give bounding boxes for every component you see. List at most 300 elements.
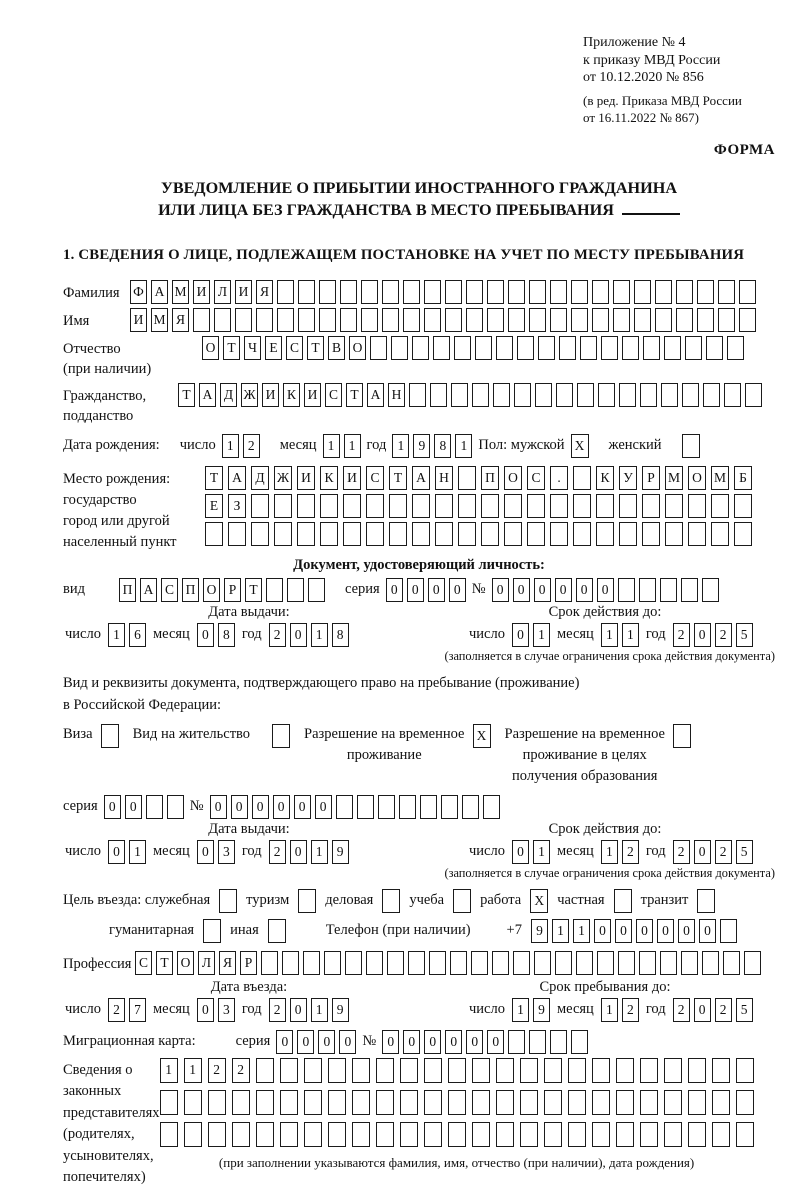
char-cell[interactable]	[361, 280, 378, 304]
char-cell[interactable]	[660, 951, 677, 975]
char-cell[interactable]: 0	[252, 795, 269, 819]
visa-checkbox[interactable]	[101, 724, 119, 748]
char-cell[interactable]	[712, 1122, 730, 1147]
char-cell[interactable]: 2	[715, 623, 732, 647]
char-cell[interactable]	[345, 951, 362, 975]
char-cell[interactable]	[387, 951, 404, 975]
char-cell[interactable]: 5	[736, 623, 753, 647]
private-checkbox[interactable]	[614, 889, 632, 913]
char-cell[interactable]	[251, 522, 269, 546]
char-cell[interactable]	[324, 951, 341, 975]
char-cell[interactable]	[403, 308, 420, 332]
char-cell[interactable]	[214, 308, 231, 332]
char-cell[interactable]: А	[151, 280, 168, 304]
char-cell[interactable]: 9	[332, 840, 349, 864]
char-cell[interactable]: 0	[339, 1030, 356, 1054]
char-cell[interactable]: И	[235, 280, 252, 304]
char-cell[interactable]: С	[286, 336, 303, 360]
char-cell[interactable]: Ж	[241, 383, 258, 407]
char-cell[interactable]	[389, 522, 407, 546]
char-cell[interactable]: 1	[344, 434, 361, 458]
char-cell[interactable]	[736, 1058, 754, 1083]
char-cell[interactable]	[472, 1058, 490, 1083]
char-cell[interactable]	[256, 1058, 274, 1083]
study-checkbox[interactable]	[453, 889, 471, 913]
char-cell[interactable]: А	[228, 466, 246, 490]
char-cell[interactable]	[205, 522, 223, 546]
char-cell[interactable]	[676, 308, 693, 332]
char-cell[interactable]	[328, 1122, 346, 1147]
char-cell[interactable]	[400, 1058, 418, 1083]
char-cell[interactable]: 9	[332, 998, 349, 1022]
char-cell[interactable]	[634, 308, 651, 332]
char-cell[interactable]	[592, 1090, 610, 1115]
char-cell[interactable]: П	[481, 466, 499, 490]
char-cell[interactable]: 0	[694, 623, 711, 647]
char-cell[interactable]	[550, 280, 567, 304]
char-cell[interactable]	[681, 951, 698, 975]
char-cell[interactable]	[445, 308, 462, 332]
char-cell[interactable]	[736, 1122, 754, 1147]
char-cell[interactable]	[274, 494, 292, 518]
char-cell[interactable]	[298, 280, 315, 304]
char-cell[interactable]: Л	[214, 280, 231, 304]
char-cell[interactable]: 2	[269, 998, 286, 1022]
char-cell[interactable]	[616, 1090, 634, 1115]
char-cell[interactable]	[424, 1122, 442, 1147]
char-cell[interactable]	[445, 280, 462, 304]
char-cell[interactable]	[718, 280, 735, 304]
char-cell[interactable]: 1	[108, 623, 125, 647]
char-cell[interactable]	[483, 795, 500, 819]
char-cell[interactable]	[424, 308, 441, 332]
char-cell[interactable]: И	[262, 383, 279, 407]
char-cell[interactable]	[429, 951, 446, 975]
char-cell[interactable]	[736, 1090, 754, 1115]
char-cell[interactable]	[702, 951, 719, 975]
char-cell[interactable]	[514, 383, 531, 407]
char-cell[interactable]: 0	[290, 998, 307, 1022]
char-cell[interactable]: С	[325, 383, 342, 407]
char-cell[interactable]: 2	[673, 840, 690, 864]
char-cell[interactable]: 0	[466, 1030, 483, 1054]
char-cell[interactable]	[697, 280, 714, 304]
char-cell[interactable]: 2	[622, 998, 639, 1022]
char-cell[interactable]	[703, 383, 720, 407]
char-cell[interactable]: 0	[424, 1030, 441, 1054]
char-cell[interactable]	[389, 494, 407, 518]
char-cell[interactable]: А	[367, 383, 384, 407]
official-checkbox[interactable]	[219, 889, 237, 913]
char-cell[interactable]	[466, 280, 483, 304]
char-cell[interactable]	[616, 1058, 634, 1083]
char-cell[interactable]	[640, 1058, 658, 1083]
char-cell[interactable]	[676, 280, 693, 304]
char-cell[interactable]	[475, 336, 492, 360]
char-cell[interactable]: 3	[218, 840, 235, 864]
char-cell[interactable]: 1	[311, 840, 328, 864]
char-cell[interactable]: И	[297, 466, 315, 490]
char-cell[interactable]: 9	[413, 434, 430, 458]
char-cell[interactable]: 0	[297, 1030, 314, 1054]
char-cell[interactable]	[280, 1058, 298, 1083]
char-cell[interactable]	[665, 522, 683, 546]
char-cell[interactable]: 2	[715, 840, 732, 864]
char-cell[interactable]	[308, 578, 325, 602]
char-cell[interactable]	[424, 1090, 442, 1115]
char-cell[interactable]	[601, 336, 618, 360]
char-cell[interactable]: О	[202, 336, 219, 360]
char-cell[interactable]	[571, 308, 588, 332]
char-cell[interactable]	[734, 522, 752, 546]
char-cell[interactable]	[472, 1090, 490, 1115]
char-cell[interactable]: 0	[231, 795, 248, 819]
char-cell[interactable]	[448, 1122, 466, 1147]
char-cell[interactable]	[184, 1090, 202, 1115]
char-cell[interactable]	[441, 795, 458, 819]
char-cell[interactable]	[208, 1090, 226, 1115]
char-cell[interactable]: 0	[576, 578, 593, 602]
char-cell[interactable]: А	[412, 466, 430, 490]
char-cell[interactable]: Я	[256, 280, 273, 304]
char-cell[interactable]	[160, 1090, 178, 1115]
char-cell[interactable]	[517, 336, 534, 360]
char-cell[interactable]: 1	[311, 998, 328, 1022]
char-cell[interactable]	[712, 1058, 730, 1083]
char-cell[interactable]	[618, 578, 635, 602]
char-cell[interactable]	[277, 308, 294, 332]
char-cell[interactable]	[618, 951, 635, 975]
char-cell[interactable]: 0	[197, 840, 214, 864]
char-cell[interactable]	[508, 280, 525, 304]
char-cell[interactable]: 1	[573, 919, 590, 943]
char-cell[interactable]: Т	[307, 336, 324, 360]
char-cell[interactable]	[472, 383, 489, 407]
char-cell[interactable]: 2	[673, 998, 690, 1022]
char-cell[interactable]	[576, 951, 593, 975]
char-cell[interactable]	[430, 383, 447, 407]
char-cell[interactable]: 3	[218, 998, 235, 1022]
char-cell[interactable]	[660, 578, 677, 602]
char-cell[interactable]	[681, 578, 698, 602]
char-cell[interactable]	[596, 522, 614, 546]
char-cell[interactable]	[496, 1090, 514, 1115]
char-cell[interactable]: 0	[290, 840, 307, 864]
char-cell[interactable]: Т	[178, 383, 195, 407]
char-cell[interactable]	[655, 280, 672, 304]
char-cell[interactable]	[568, 1090, 586, 1115]
char-cell[interactable]: 0	[407, 578, 424, 602]
char-cell[interactable]	[520, 1090, 538, 1115]
char-cell[interactable]: 0	[699, 919, 716, 943]
char-cell[interactable]: 1	[622, 623, 639, 647]
char-cell[interactable]	[391, 336, 408, 360]
char-cell[interactable]	[160, 1122, 178, 1147]
char-cell[interactable]	[424, 280, 441, 304]
char-cell[interactable]	[448, 1090, 466, 1115]
char-cell[interactable]: 0	[125, 795, 142, 819]
char-cell[interactable]: О	[504, 466, 522, 490]
char-cell[interactable]	[496, 1058, 514, 1083]
business-checkbox[interactable]	[382, 889, 400, 913]
char-cell[interactable]: 1	[512, 998, 529, 1022]
char-cell[interactable]	[352, 1058, 370, 1083]
char-cell[interactable]: К	[283, 383, 300, 407]
char-cell[interactable]: 0	[403, 1030, 420, 1054]
char-cell[interactable]: 7	[129, 998, 146, 1022]
char-cell[interactable]: 2	[208, 1058, 226, 1083]
char-cell[interactable]	[727, 336, 744, 360]
char-cell[interactable]	[527, 522, 545, 546]
char-cell[interactable]: Т	[389, 466, 407, 490]
char-cell[interactable]: 1	[222, 434, 239, 458]
char-cell[interactable]: 2	[243, 434, 260, 458]
char-cell[interactable]	[508, 1030, 525, 1054]
char-cell[interactable]: 1	[601, 998, 618, 1022]
char-cell[interactable]	[366, 951, 383, 975]
char-cell[interactable]	[529, 280, 546, 304]
char-cell[interactable]	[400, 1090, 418, 1115]
char-cell[interactable]: Т	[346, 383, 363, 407]
char-cell[interactable]: 5	[736, 840, 753, 864]
char-cell[interactable]	[619, 522, 637, 546]
char-cell[interactable]: 0	[512, 623, 529, 647]
char-cell[interactable]: 8	[434, 434, 451, 458]
char-cell[interactable]	[343, 494, 361, 518]
tourism-checkbox[interactable]	[298, 889, 316, 913]
char-cell[interactable]	[376, 1122, 394, 1147]
char-cell[interactable]	[568, 1058, 586, 1083]
char-cell[interactable]: 2	[622, 840, 639, 864]
char-cell[interactable]: 8	[218, 623, 235, 647]
char-cell[interactable]: И	[343, 466, 361, 490]
char-cell[interactable]	[711, 494, 729, 518]
char-cell[interactable]: 1	[601, 623, 618, 647]
char-cell[interactable]: 0	[694, 840, 711, 864]
char-cell[interactable]	[661, 383, 678, 407]
char-cell[interactable]	[706, 336, 723, 360]
char-cell[interactable]	[538, 336, 555, 360]
char-cell[interactable]	[745, 383, 762, 407]
char-cell[interactable]: К	[320, 466, 338, 490]
char-cell[interactable]	[319, 280, 336, 304]
char-cell[interactable]: 0	[386, 578, 403, 602]
char-cell[interactable]	[298, 308, 315, 332]
char-cell[interactable]: Р	[240, 951, 257, 975]
char-cell[interactable]	[573, 522, 591, 546]
char-cell[interactable]	[251, 494, 269, 518]
char-cell[interactable]	[592, 308, 609, 332]
char-cell[interactable]	[555, 951, 572, 975]
char-cell[interactable]	[535, 383, 552, 407]
char-cell[interactable]	[711, 522, 729, 546]
char-cell[interactable]: 0	[513, 578, 530, 602]
char-cell[interactable]	[550, 522, 568, 546]
char-cell[interactable]	[320, 494, 338, 518]
char-cell[interactable]	[328, 1090, 346, 1115]
char-cell[interactable]	[408, 951, 425, 975]
char-cell[interactable]: 0	[445, 1030, 462, 1054]
char-cell[interactable]: П	[119, 578, 136, 602]
char-cell[interactable]	[382, 280, 399, 304]
char-cell[interactable]	[513, 951, 530, 975]
char-cell[interactable]	[640, 1090, 658, 1115]
char-cell[interactable]	[739, 308, 756, 332]
char-cell[interactable]	[496, 336, 513, 360]
char-cell[interactable]: А	[199, 383, 216, 407]
char-cell[interactable]: 0	[512, 840, 529, 864]
char-cell[interactable]: В	[328, 336, 345, 360]
char-cell[interactable]	[340, 280, 357, 304]
char-cell[interactable]	[357, 795, 374, 819]
char-cell[interactable]	[544, 1122, 562, 1147]
char-cell[interactable]	[592, 280, 609, 304]
char-cell[interactable]	[487, 308, 504, 332]
char-cell[interactable]	[642, 494, 660, 518]
char-cell[interactable]: 2	[715, 998, 732, 1022]
char-cell[interactable]	[328, 1058, 346, 1083]
char-cell[interactable]: У	[619, 466, 637, 490]
char-cell[interactable]: 0	[678, 919, 695, 943]
transit-checkbox[interactable]	[697, 889, 715, 913]
char-cell[interactable]: 2	[269, 623, 286, 647]
char-cell[interactable]	[723, 951, 740, 975]
char-cell[interactable]: 1	[601, 840, 618, 864]
char-cell[interactable]	[287, 578, 304, 602]
char-cell[interactable]: 0	[318, 1030, 335, 1054]
char-cell[interactable]	[487, 280, 504, 304]
char-cell[interactable]	[642, 522, 660, 546]
char-cell[interactable]: Р	[224, 578, 241, 602]
char-cell[interactable]: Р	[642, 466, 660, 490]
char-cell[interactable]	[280, 1122, 298, 1147]
char-cell[interactable]: 0	[210, 795, 227, 819]
char-cell[interactable]	[399, 795, 416, 819]
char-cell[interactable]	[718, 308, 735, 332]
char-cell[interactable]	[450, 951, 467, 975]
char-cell[interactable]: 1	[533, 840, 550, 864]
char-cell[interactable]: 1	[129, 840, 146, 864]
char-cell[interactable]	[343, 522, 361, 546]
char-cell[interactable]: 0	[197, 998, 214, 1022]
char-cell[interactable]	[664, 336, 681, 360]
char-cell[interactable]: 0	[636, 919, 653, 943]
char-cell[interactable]	[592, 1122, 610, 1147]
char-cell[interactable]: 9	[531, 919, 548, 943]
char-cell[interactable]: И	[304, 383, 321, 407]
char-cell[interactable]	[366, 522, 384, 546]
char-cell[interactable]	[619, 494, 637, 518]
char-cell[interactable]: Ч	[244, 336, 261, 360]
char-cell[interactable]: Т	[205, 466, 223, 490]
char-cell[interactable]: Ж	[274, 466, 292, 490]
char-cell[interactable]	[571, 280, 588, 304]
char-cell[interactable]: 0	[428, 578, 445, 602]
char-cell[interactable]	[529, 308, 546, 332]
char-cell[interactable]	[146, 795, 163, 819]
char-cell[interactable]: 0	[273, 795, 290, 819]
char-cell[interactable]	[568, 1122, 586, 1147]
char-cell[interactable]: 0	[657, 919, 674, 943]
char-cell[interactable]	[471, 951, 488, 975]
humanitarian-checkbox[interactable]	[203, 919, 221, 943]
other-checkbox[interactable]	[268, 919, 286, 943]
char-cell[interactable]	[400, 1122, 418, 1147]
char-cell[interactable]: 1	[184, 1058, 202, 1083]
char-cell[interactable]	[261, 951, 278, 975]
char-cell[interactable]: Д	[220, 383, 237, 407]
char-cell[interactable]	[458, 466, 476, 490]
char-cell[interactable]	[688, 1122, 706, 1147]
char-cell[interactable]: 0	[555, 578, 572, 602]
char-cell[interactable]: 2	[673, 623, 690, 647]
char-cell[interactable]: 0	[382, 1030, 399, 1054]
char-cell[interactable]: З	[228, 494, 246, 518]
char-cell[interactable]: 0	[487, 1030, 504, 1054]
char-cell[interactable]	[409, 383, 426, 407]
char-cell[interactable]	[435, 522, 453, 546]
char-cell[interactable]	[556, 383, 573, 407]
char-cell[interactable]	[634, 280, 651, 304]
char-cell[interactable]	[208, 1122, 226, 1147]
char-cell[interactable]: К	[596, 466, 614, 490]
char-cell[interactable]: Т	[223, 336, 240, 360]
char-cell[interactable]: 2	[108, 998, 125, 1022]
char-cell[interactable]	[493, 383, 510, 407]
char-cell[interactable]	[688, 1090, 706, 1115]
char-cell[interactable]	[550, 308, 567, 332]
rvp-checkbox[interactable]: X	[473, 724, 491, 748]
char-cell[interactable]	[266, 578, 283, 602]
char-cell[interactable]	[592, 1058, 610, 1083]
char-cell[interactable]: 0	[449, 578, 466, 602]
char-cell[interactable]	[277, 280, 294, 304]
char-cell[interactable]	[492, 951, 509, 975]
char-cell[interactable]: С	[527, 466, 545, 490]
char-cell[interactable]	[361, 308, 378, 332]
char-cell[interactable]: О	[688, 466, 706, 490]
char-cell[interactable]	[702, 578, 719, 602]
char-cell[interactable]	[451, 383, 468, 407]
char-cell[interactable]	[640, 383, 657, 407]
char-cell[interactable]	[448, 1058, 466, 1083]
char-cell[interactable]	[303, 951, 320, 975]
char-cell[interactable]	[462, 795, 479, 819]
char-cell[interactable]	[550, 1030, 567, 1054]
char-cell[interactable]: Т	[156, 951, 173, 975]
char-cell[interactable]: 9	[533, 998, 550, 1022]
char-cell[interactable]	[639, 578, 656, 602]
char-cell[interactable]: Н	[388, 383, 405, 407]
char-cell[interactable]	[235, 308, 252, 332]
char-cell[interactable]: Я	[219, 951, 236, 975]
char-cell[interactable]: М	[711, 466, 729, 490]
char-cell[interactable]	[481, 522, 499, 546]
char-cell[interactable]: 0	[108, 840, 125, 864]
char-cell[interactable]: М	[172, 280, 189, 304]
char-cell[interactable]: 0	[290, 623, 307, 647]
char-cell[interactable]: 0	[492, 578, 509, 602]
char-cell[interactable]	[454, 336, 471, 360]
char-cell[interactable]	[640, 1122, 658, 1147]
char-cell[interactable]: 2	[269, 840, 286, 864]
char-cell[interactable]: .	[550, 466, 568, 490]
char-cell[interactable]: Т	[245, 578, 262, 602]
char-cell[interactable]: О	[177, 951, 194, 975]
char-cell[interactable]	[378, 795, 395, 819]
char-cell[interactable]	[228, 522, 246, 546]
char-cell[interactable]: 0	[615, 919, 632, 943]
